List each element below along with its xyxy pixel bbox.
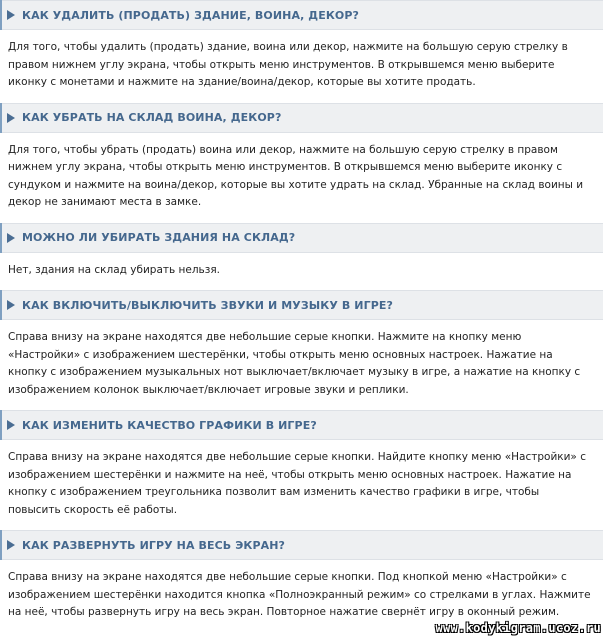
faq-question: КАК УДАЛИТЬ (ПРОДАТЬ) ЗДАНИЕ, ВОИНА, ДЕКОР? [22, 8, 360, 22]
triangle-right-icon [7, 233, 15, 243]
accent-bar [0, 0, 2, 30]
faq-question-header[interactable] [0, 530, 603, 560]
faq-item [0, 290, 603, 410]
accent-bar [0, 410, 2, 440]
site-watermark: www.kodykigram.ucoz.ru [435, 621, 601, 635]
faq-question-header[interactable] [0, 0, 603, 30]
faq-item [0, 530, 603, 633]
accent-bar [0, 290, 2, 320]
faq-question: КАК ИЗМЕНИТЬ КАЧЕСТВО ГРАФИКИ В ИГРЕ? [22, 418, 317, 432]
faq-question-header[interactable] [0, 290, 603, 320]
accent-bar [0, 223, 2, 253]
triangle-right-icon [7, 300, 15, 310]
faq-item [0, 0, 603, 103]
faq-answer: Справа внизу на экране находятся две небольшие серые кнопки. Под кнопкой меню «Настройки» с изображением шестерёнки находится кнопка «Полноэкранный режим» со стрелками в углах. Нажмите на неё, чтобы развернуть игру на весь экран. Повторное нажатие свернёт игру в оконный режим. [8, 571, 591, 618]
faq-answer: Нет, здания на склад убирать нельзя. [8, 263, 220, 276]
accent-bar [0, 530, 2, 560]
faq-question-header[interactable] [0, 410, 603, 440]
triangle-right-icon [7, 540, 15, 550]
faq-answer: Для того, чтобы удалить (продать) здание, воина или декор, нажмите на большую серую стрелку в правом нижнем углу экрана, чтобы открыть меню инструментов. В открывшемся меню выберите иконку с монетами и нажмите на здание/воина/декор, которые вы хотите продать. [8, 41, 568, 88]
triangle-right-icon [7, 113, 15, 123]
faq-question-header[interactable] [0, 223, 603, 253]
triangle-right-icon [7, 10, 15, 20]
faq-item [0, 410, 603, 530]
faq-question: КАК ВКЛЮЧИТЬ/ВЫКЛЮЧИТЬ ЗВУКИ И МУЗЫКУ В ИГРЕ? [22, 298, 393, 312]
faq-item [0, 223, 603, 291]
faq-question-header[interactable] [0, 103, 603, 133]
faq-item [0, 103, 603, 223]
faq-answer: Для того, чтобы убрать (продать) воина или декор, нажмите на большую серую стрелку в правом нижнем углу экрана, чтобы открыть меню инструментов. В открывшемся меню выберите иконку с сундуком и нажмите на воина/декор, которые вы хотите удрать на склад. Убранные на склад воины и декор не занимают места в замке. [8, 143, 584, 208]
faq-answer: Справа внизу на экране находятся две небольшие серые кнопки. Нажмите на кнопку меню «Настройки» с изображением шестерёнки, чтобы открыть меню основных настроек. Нажатие на кнопку с изображением музыкальных нот выключает/включает музыку в игре, а нажатие на кнопку с изображением колонок выключает/включает игровые звуки и реплики. [8, 331, 581, 396]
triangle-right-icon [7, 420, 15, 430]
faq-question: КАК РАЗВЕРНУТЬ ИГРУ НА ВЕСЬ ЭКРАН? [22, 538, 286, 552]
faq-answer: Справа внизу на экране находятся две небольшие серые кнопки. Найдите кнопку меню «Настройки» с изображением шестерёнки и нажмите на неё, чтобы открыть меню основных настроек. Нажатие на кнопку с изображением треугольника позволит вам изменить качество графики в игре, чтобы повысить скорость её работы. [8, 451, 586, 516]
faq-question: МОЖНО ЛИ УБИРАТЬ ЗДАНИЯ НА СКЛАД? [22, 231, 296, 244]
accent-bar [0, 103, 2, 133]
faq-question: КАК УБРАТЬ НА СКЛАД ВОИНА, ДЕКОР? [22, 111, 282, 124]
